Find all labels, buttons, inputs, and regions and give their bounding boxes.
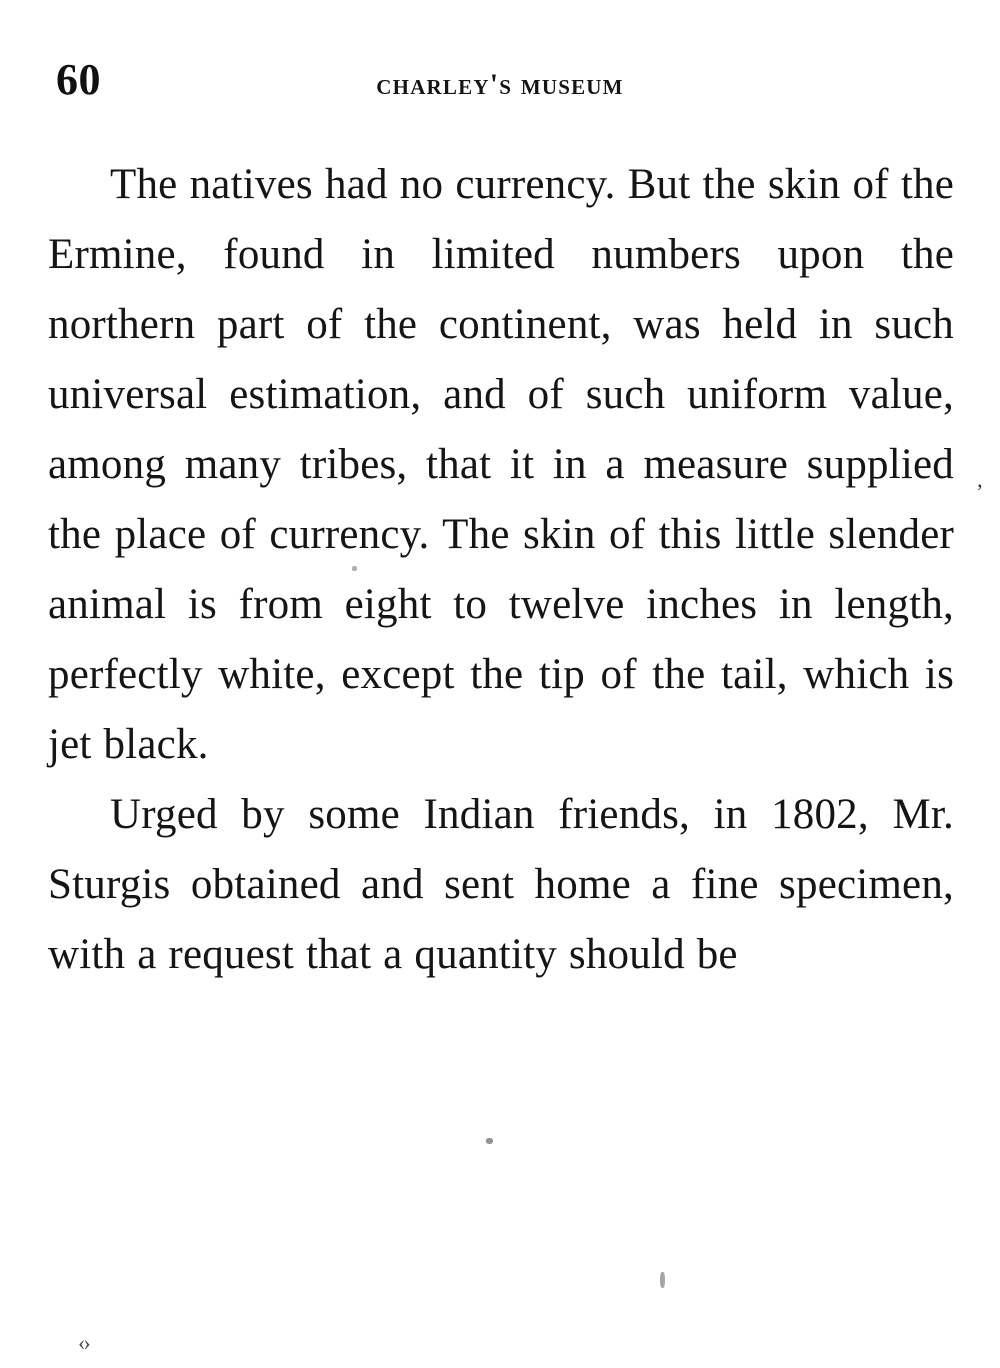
body-text-block: [48, 150, 954, 990]
paper-speck: [486, 1138, 493, 1144]
paragraph: Urged by some Indian friends, in 1802, Mr. Sturgis obtained and sent home a fine specimen, with a request that a quantity should be: [48, 791, 954, 978]
running-head-title: charley's museum: [376, 68, 624, 101]
page-header: [48, 54, 952, 114]
bottom-ink-mark: ‹›: [78, 1330, 89, 1355]
page-number: 60: [56, 55, 101, 104]
paper-speck: [352, 566, 357, 571]
edge-ink-mark: ’: [976, 479, 984, 504]
paragraph: The natives had no currency. But the skin of the Ermine, found in limited numbers upon the northern part of the continent, was held in such universal estimation, and of such uniform value, among many tribes, that it in a measure supplied the place of currency. The skin of this little slender animal is from eight to twelve inches in length, perfectly white, except the tip of the tail, which is jet black.: [48, 161, 954, 768]
paper-speck: [660, 1272, 665, 1288]
